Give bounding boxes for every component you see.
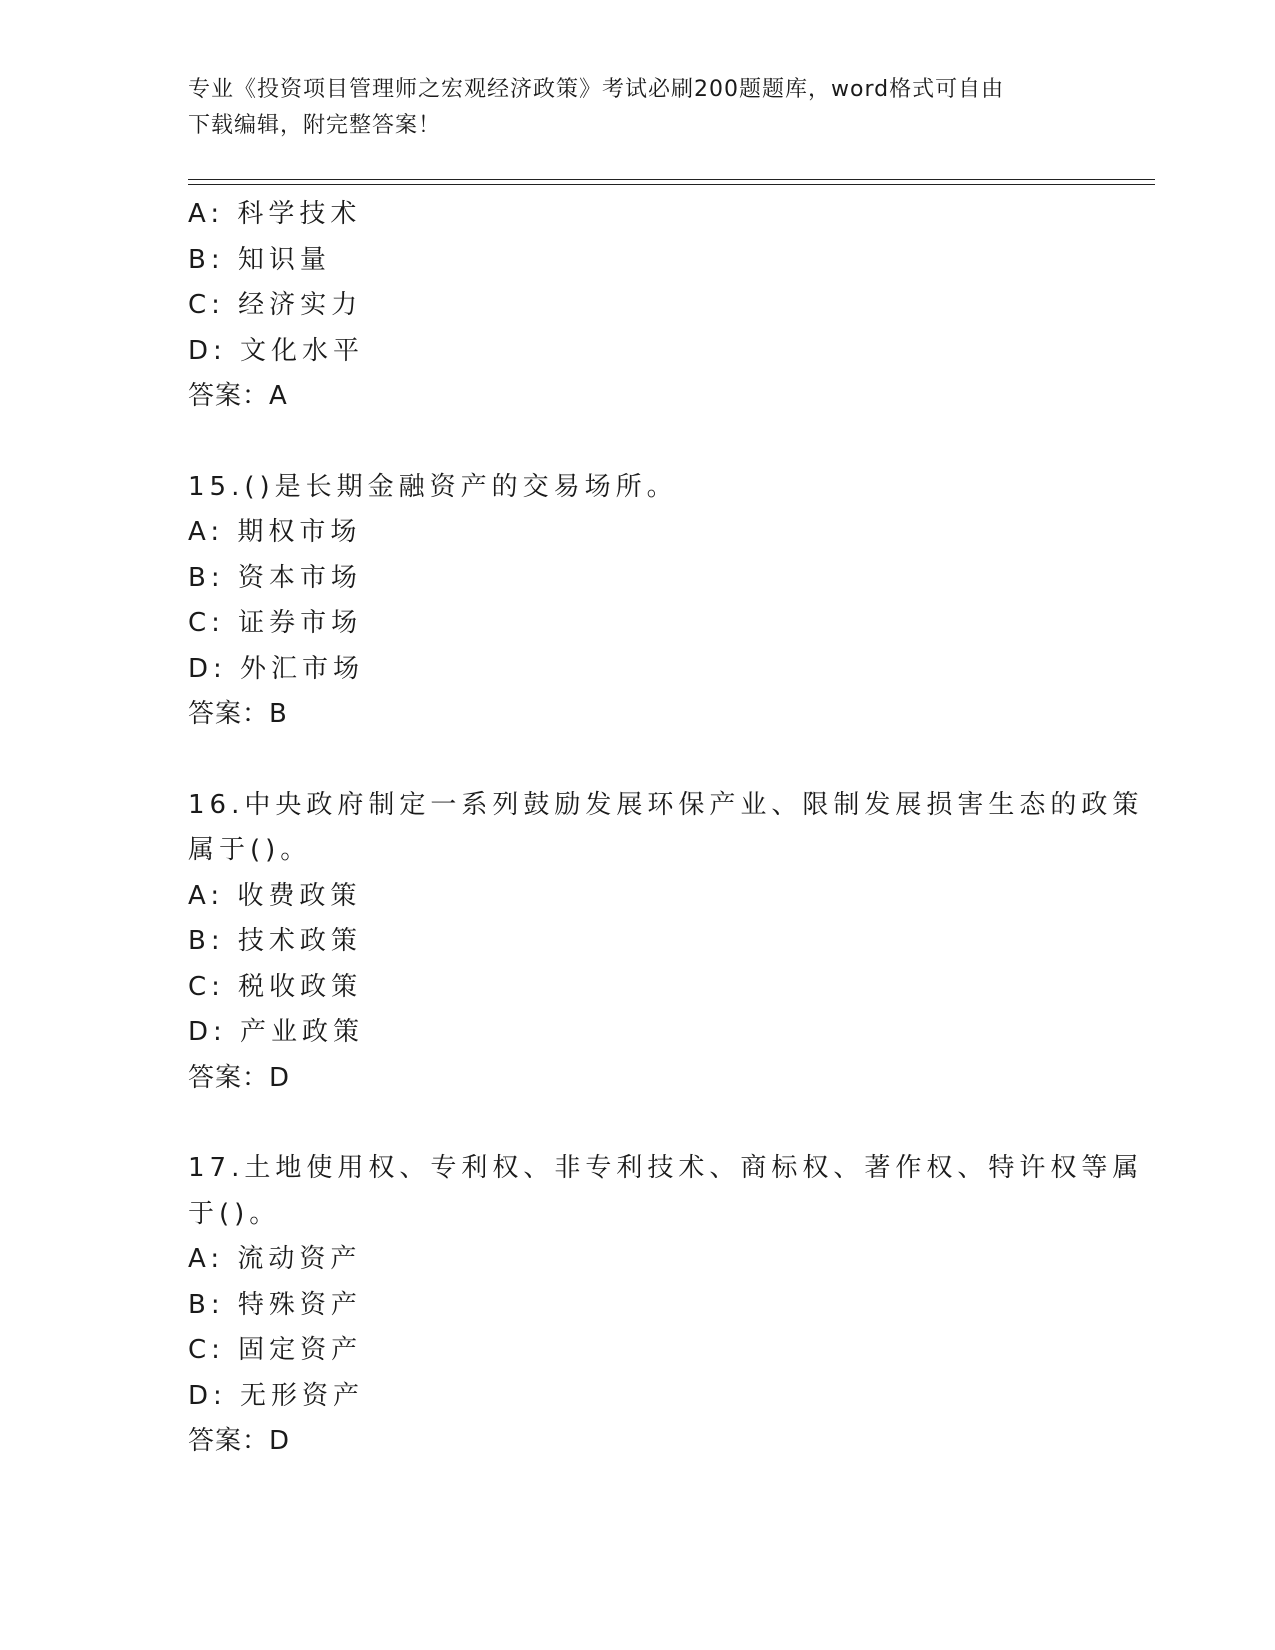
option-d: D: 无形资产 bbox=[188, 1380, 365, 1411]
option-a: A: 流动资产 bbox=[188, 1244, 362, 1274]
option-d: D: 文化水平 bbox=[188, 335, 365, 366]
question-16 bbox=[188, 783, 1144, 1102]
question-stem-line-1: 16.中央政府制定一系列鼓励发展环保产业、限制发展损害生态的政策 bbox=[188, 789, 1144, 820]
question-stem-line-1: 17.土地使用权、专利权、非专利技术、商标权、著作权、特许权等属 bbox=[188, 1153, 1144, 1183]
option-b: B: 资本市场 bbox=[188, 562, 362, 593]
option-a: A: 收费政策 bbox=[188, 880, 362, 911]
question-list bbox=[188, 192, 1144, 1465]
option-c: C: 固定资产 bbox=[188, 1335, 363, 1365]
header-line-2: 下载编辑，附完整答案！ bbox=[188, 113, 442, 138]
document-header bbox=[188, 72, 1068, 144]
option-b: B: 特殊资产 bbox=[188, 1289, 362, 1320]
question-17 bbox=[188, 1146, 1144, 1465]
question-stem-line-2: 于()。 bbox=[188, 1198, 281, 1229]
question-stem-line-2: 属于()。 bbox=[188, 835, 312, 865]
header-divider-top bbox=[188, 179, 1155, 180]
option-a: A: 期权市场 bbox=[188, 517, 362, 547]
option-b: B: 技术政策 bbox=[188, 926, 362, 956]
header-line-1: 专业《投资项目管理师之宏观经济政策》考试必刷200题题库，word格式可自由 bbox=[188, 77, 1005, 102]
answer: 答案：D bbox=[188, 1426, 291, 1456]
option-d: D: 产业政策 bbox=[188, 1017, 365, 1047]
answer: 答案：D bbox=[188, 1062, 291, 1093]
header-divider-bottom bbox=[188, 184, 1155, 185]
question-15 bbox=[188, 465, 1088, 738]
option-b: B: 知识量 bbox=[188, 244, 331, 275]
question-stem: 15.()是长期金融资产的交易场所。 bbox=[188, 471, 678, 502]
answer: 答案：A bbox=[188, 381, 288, 411]
answer: 答案：B bbox=[188, 699, 288, 729]
option-a: A: 科学技术 bbox=[188, 199, 362, 229]
option-c: C: 经济实力 bbox=[188, 290, 363, 320]
option-c: C: 税收政策 bbox=[188, 971, 363, 1002]
option-c: C: 证券市场 bbox=[188, 608, 363, 638]
option-d: D: 外汇市场 bbox=[188, 653, 365, 684]
question-14 bbox=[188, 192, 1088, 420]
